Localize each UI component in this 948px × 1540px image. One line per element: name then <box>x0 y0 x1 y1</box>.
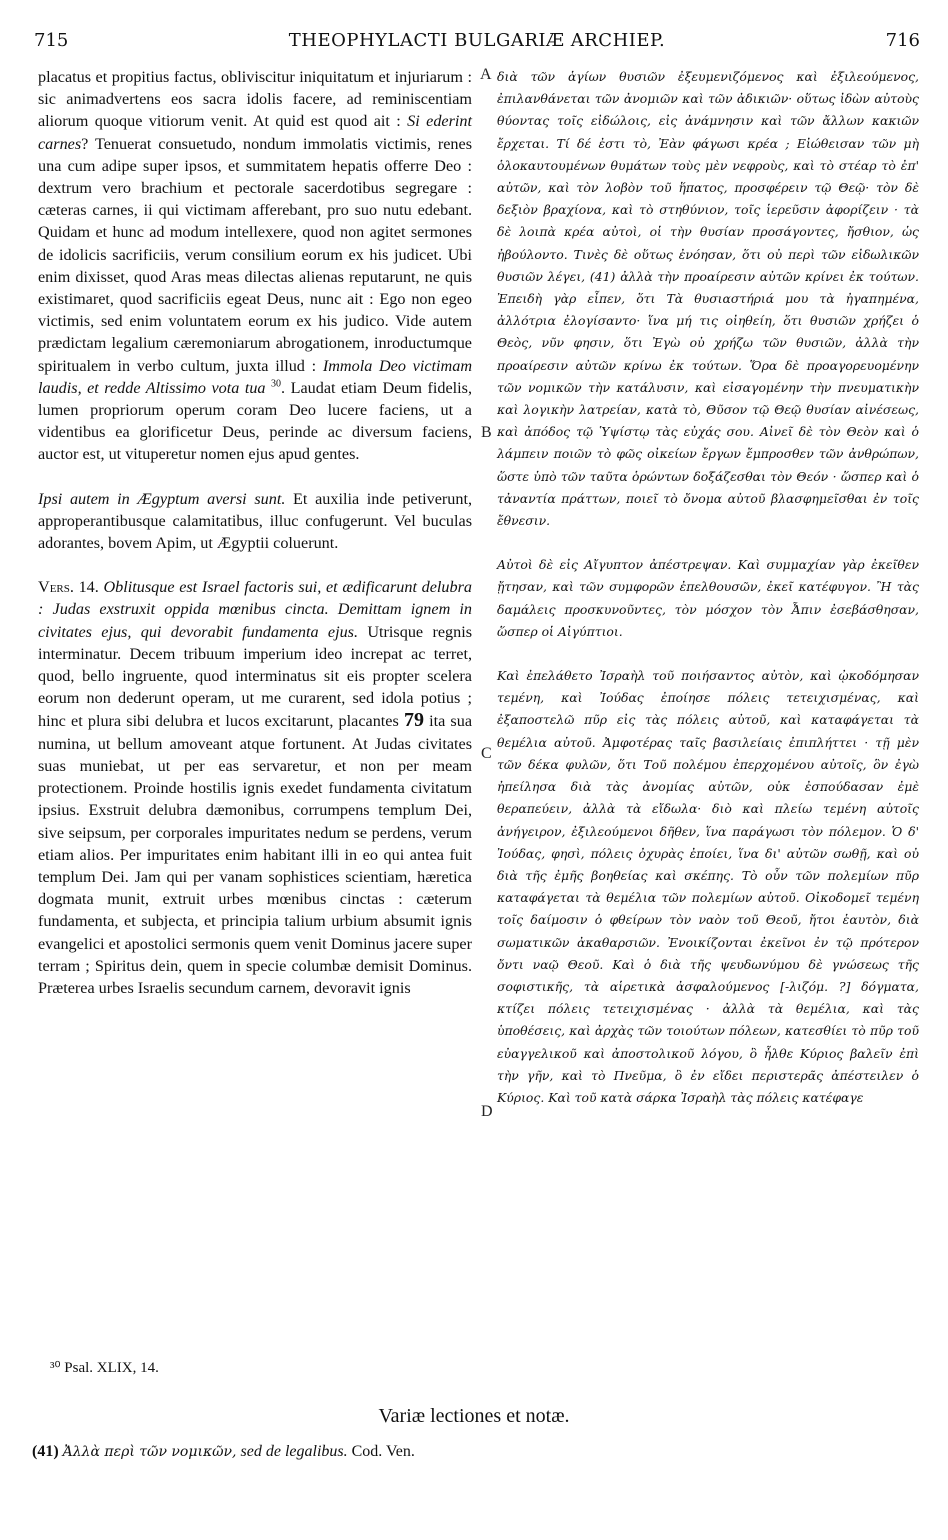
greek-paragraph-1: διὰ τῶν ἁγίων θυσιῶν ἐξευμενιζόμενος καὶ ἐξιλεούμενος, ἐπιλανθάνεται τῶν ἀνομιῶν καὶ τῶν ἀδικιῶν· οὕτως ἰδὼν αὐτοὺς θύοντας τοῖς εἰδώλοις, εἰς ἀνάμνησιν καὶ τῶν ἄλλων κακιῶν ἔρχεται. Τί δέ ἐστι τὸ, Ἐὰν φάγωσι κρέα ; Εἰώθεισαν τῶν μὴ ὁλοκαυτουμένων θυμάτων τοὺς μὲν νεφροὺς, καὶ τὸ στέαρ τὸ ἐπ' αὐτῶν, καὶ τὸν λοβὸν τοῦ ἥπατος, προσφέρειν τῷ Θεῷ· τὸν δὲ δεξιὸν βραχίονα, καὶ τὸ στηθύνιον, τοῖς ἱερεῦσιν ἀφορίζειν · τὰ δὲ λοιπὰ κρέα αὐτοὶ, οἱ τὴν θυσίαν προσάγοντες, ἤσθιον, ὡς ἠβούλοντο. Τινὲς δὲ οὕτως ἐνόησαν, ὅτι οὐ περὶ τῶν εἰδωλικῶν θυσιῶν λέγει, (41) ἀλλὰ τὴν προαίρεσιν αὐτῶν κρίνει ἐκ τούτων. Ἐπειδὴ γὰρ εἶπεν, ὅτι Τὰ θυσιαστήριά μου τὰ ἠγαπημένα, ἀλλότρια ἐλογίσαντο· ἵνα μή τις οἰηθείη, ὅτι θυσιῶν χρήζει ὁ Θεὸς, νῦν φησιν, ὅτι Ἐγὼ οὐ χρήζω τῶν θυσιῶν, ἀλλὰ τὴν προαίρεσιν αὐτῶν κρίνω ἐκ τούτων. Ὅρα δὲ προαγορευομένην τῶν νομικῶν τὴν κατάλυσιν, καὶ εἰσαγομένην τὴν πνευματικὴν καὶ λογικὴν λατρείαν, κατὰ τὸ, Θῦσον τῷ Θεῷ θυσίαν αἰνέσεως, καὶ ἀπόδος τῷ Ὑψίστῳ τὰς εὐχάς σου. Αἰνεῖ δὲ τὸν Θεὸν καὶ ὁ λάμπειν ποιῶν τὸ φῶς οἰκείων ἔργων ἔμπροσθεν τῶν ἀνθρώπων, ὥστε ὑπὸ τῶν ταῦτα ὁρώντων δοξάζεσθαι τὸν Θεόν · ὥσπερ καὶ ὁ τἀναντία πράττων, ποιεῖ τὸ ὄνομα αὐτοῦ βλασφημεῖσθαι ἐν τοῖς ἔθνεσιν. <box>497 69 919 529</box>
variae-note <box>32 1443 415 1461</box>
footnote: ³⁰ Psal. XLIX, 14. <box>50 1360 159 1376</box>
latin-text: . Laudat etiam Deum fidelis, lumen propriorum operum coram Deo lucere faciens, ut a videntibus ea glorificetur Deus, perinde ac diversum faciens, auctor est, ut vituperetur nomen ejus apud gentes. <box>38 378 472 464</box>
latin-paragraph-1 <box>38 66 472 466</box>
greek-paragraph-2: Αὐτοὶ δὲ εἰς Αἴγυπτον ἀπέστρεψαν. Καὶ συμμαχίαν γὰρ ἐκεῖθεν ᾔτησαν, καὶ τῶν συμφορῶν ἐπελθουσῶν, ἐκεῖ κατέφυγον. Ἢ τὰς δαμάλεις προσκυνοῦντες, τὸν μόσχον τὸν Ἆπιν ἐσεβάσθησαν, ὥσπερ οἱ Αἰγύπτιοι. <box>497 557 919 639</box>
right-page-number: 716 <box>885 30 920 51</box>
running-title: THEOPHYLACTI BULGARIÆ ARCHIEP. <box>288 30 666 51</box>
margin-letter-b: B <box>481 424 492 441</box>
latin-column <box>38 66 472 999</box>
latin-paragraph-2 <box>38 488 472 555</box>
note-greek: Ἀλλὰ περὶ τῶν νομικῶν, <box>62 1444 237 1460</box>
latin-quote: Ipsi autem in Ægyptum aversi sunt. <box>38 489 286 508</box>
latin-text: placatus et propitius factus, obliviscitur iniquitatum et injuriarum : sic animadvertens eos sacra idolis facere, ad reminiscentiam aliorum quoque vitiorum venit. At quid est quod ait : <box>38 68 472 131</box>
left-page-number: 715 <box>34 30 69 51</box>
margin-letter-d: D <box>481 1103 493 1120</box>
latin-quote: Immola Deo victimam laudis, et redde Altissimo vota tua <box>38 356 473 397</box>
latin-text: Utrisque regnis interminatur. Decem tribuum imperium ideo increpat ac terret, quod, bello ingruente, quod interminatus sit eis propter scelera eorum non dederunt operam, ut me curarent, sed idola potius ; hinc et plura sibi delubra et lucos excitarunt, placantes <box>38 622 473 731</box>
margin-letter-a: A <box>480 66 492 83</box>
latin-text: Et auxilia inde petiverunt, approperantibusque calamitatibus, illuc confugerunt. Vel buculas adorantes, bovem Apim, ut Ægyptii coluerunt. <box>38 489 473 553</box>
latin-text: ita sua numina, ut bellum amoveant atque fortunent. At Judas civitates suas muniebat, ut per eas servaretur, et non per meam protectionem. Proinde hostilis ignis exedet fundamenta civitatum ipsius. Exstruit delubra dæmonibus, corrumpens templum Dei, sive seipsum, per corporales impuritates nedum se perdens, verum etiam alios. Per impuritates enim habitant illi in eo qui antea fuit templum Dei. Jam qui per vanam sophistices scientiam, hæretica dogmata munit, extruit urbes mœnibus cinctas : cæterum fundamenta, et subjecta, et principia talium urbium absumit ignis evangelici et apostolici sermonis quem venit Dominus jacere super terram ; Spiritus dein, quem in specie columbæ demisit Dominus. Præterea urbes Israelis secundum carnem, devoravit ignis <box>38 712 473 997</box>
margin-letter-c: C <box>481 745 492 762</box>
verse-label: Vers. 14. <box>38 578 99 597</box>
footnote-ref: 30 <box>271 378 282 390</box>
greek-column <box>497 66 919 1109</box>
note-number: (41) <box>32 1443 59 1460</box>
variae-title: Variæ lectiones et notæ. <box>378 1405 570 1427</box>
note-source: Cod. Ven. <box>351 1443 415 1460</box>
margin-number: 79 <box>403 709 424 732</box>
latin-text: ? Tenuerat consuetudo, nondum immolatis victimis, renes una cum adipe super ipsos, et summitatem hepatis offerre Deo : dextrum vero brachium et pectorale sacerdotibus segregare : cæteras carnes, ii qui victimam afferebant, pro suo nutu edebant. Quidam et hunc ad modum intellexere, quod non agitet sermones de idolicis sacrificiis, verum consilium eorum ex his judicet. Ubi enim dixisset, quod Aras meas dilectas alienas reputarunt, ne quis existimaret, quod sacrificiis egeat Deus, nunc ait : Ego non egeo victimis, sed enim voluntatem eorum ex his judico. Vide autem prædictam legalium cæremoniarum abrogationem, inroductumque spiritualem in verbo cultum, juxta illud : <box>38 134 472 375</box>
greek-paragraph-3: Καὶ ἐπελάθετο Ἰσραὴλ τοῦ ποιήσαντος αὐτὸν, καὶ ᾠκοδόμησαν τεμένη, καὶ Ἰούδας ἐποίησε πόλεις τετειχισμένας, καὶ ἐξαποστελῶ πῦρ εἰς τὰς πόλεις αὐτοῦ, καὶ καταφάγεται τὰ θεμέλια αὐτοῦ. Ἀμφοτέρας ταῖς βασιλείαις ἐπιπλήττει · τῇ μὲν τῶν δέκα φυλῶν, ὅτι Τοῦ πολέμου ἐπερχομένου αὐτοῖς, ὃν ἐγὼ ἠπείλησα διὰ τὰς ἀνομίας αὐτῶν, οὐκ ἐσπούδασαν ἐμὲ θεραπεύειν, ἀλλὰ τὰ εἴδωλα· διὸ καὶ πλείω τεμένη αὐτοῖς ἀνήγειρον, ἐξιλεούμενοι δῆθεν, ἵνα παράγωσι τὸν πόλεμον. Ὁ δ' Ἰούδας, φησὶ, πόλεις ὀχυρὰς ἐποίει, ἵνα δι' αὐτῶν σωθῇ, καὶ οὐ διὰ τῆς ἐμῆς βοηθείας καὶ σκέπης. Τὸ οὖν τῶν πολεμίων πῦρ καταφάγεται τὰ θεμέλια τῶν πολεμίων αὐτοῦ. Οἰκοδομεῖ τεμένη τοῖς δαίμοσιν ὁ φθείρων τὸν ναὸν τοῦ Θεοῦ, ἤτοι ἑαυτὸν, διὰ σωματικῶν ἀκαθαρσιῶν. Ἐνοικίζονται ἐκεῖνοι ἐν τῷ πρότερον ὄντι ναῷ Θεοῦ. Καὶ ὁ διὰ τῆς ψευδωνύμου δὲ γνώσεως τῆς σοφιστικῆς, τὰ αἱρετικὰ ἀσφαλούμενος [-λιζόμ. ?] δόγματα, κτίζει πόλεις τετειχισμένας · ἀλλὰ τὰ θεμέλια, καὶ τὰς ὑποθέσεις, καὶ ἀρχὰς τῶν τοιούτων πόλεων, κατεσθίει τὸ πῦρ τοῦ εὐαγγελικοῦ καὶ ἀποστολικοῦ λόγου, ὃ ἦλθε Κύριος βαλεῖν ἐπὶ τὴν γῆν, καὶ τὸ Πνεῦμα, ὃ ἐν εἴδει περιστερᾶς ἀπέστειλεν ὁ Κύριος. Καὶ τοῦ κατὰ σάρκα Ἰσραὴλ τὰς πόλεις κατέφαγε <box>497 668 919 1105</box>
latin-paragraph-3 <box>38 576 472 999</box>
latin-quote: Si ederint carnes <box>38 112 473 153</box>
latin-quote: Oblitusque est Israel factoris sui, et ædificarunt delubra : Judas exstruxit oppida mœnibus cincta. Demittam ignem in civitates ejus, qui devorabit fundamenta ejus. <box>38 578 473 641</box>
page-header <box>34 30 920 54</box>
note-latin: sed de legalibus. <box>240 1443 348 1460</box>
